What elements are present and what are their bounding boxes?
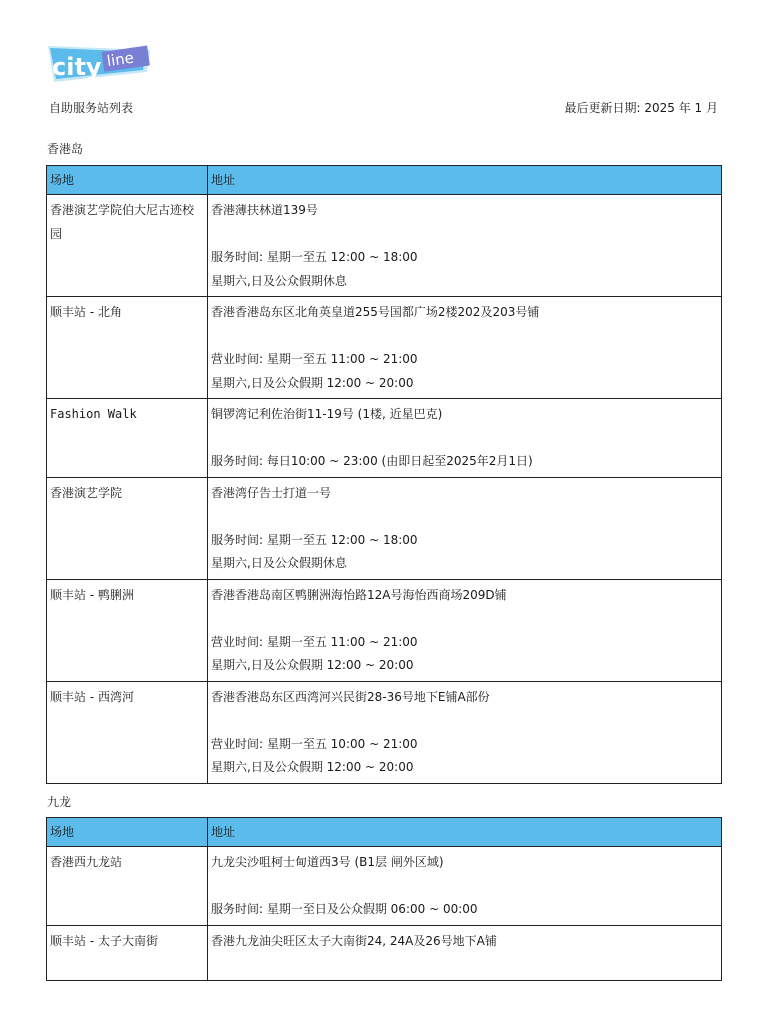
- table-header-row: [47, 818, 722, 847]
- column-header-address: 地址: [208, 166, 722, 195]
- hours-text: 星期六,日及公众假期 12:00 ~ 20:00: [211, 375, 414, 390]
- document-title: 自助服务站列表: [49, 101, 134, 115]
- venue-name: 顺丰站 - 太子大南街: [47, 925, 208, 980]
- hours-text: 服务时间: 星期一至五 12:00 ~ 18:00: [211, 250, 418, 264]
- venue-name: 顺丰站 - 西湾河: [47, 681, 208, 783]
- last-updated-date: 最后更新日期: 2025 年 1 月: [564, 101, 718, 115]
- table-row: [47, 477, 722, 579]
- venue-name: 香港演艺学院伯大尼古迹校园: [47, 195, 208, 297]
- logo-line-text: line: [105, 48, 135, 71]
- logo-city-text: city: [52, 53, 102, 81]
- venue-name: 顺丰站 - 鸭脷洲: [47, 579, 208, 681]
- address-text: 香港九龙油尖旺区太子大南街24, 24A及26号地下A铺: [211, 933, 497, 948]
- hours-text: 星期六,日及公众假期 12:00 ~ 20:00: [211, 658, 414, 672]
- column-header-address: 地址: [208, 818, 722, 847]
- hours-text: 服务时间: 星期一至日及公众假期 06:00 ~ 00:00: [211, 902, 478, 916]
- venue-name: 香港演艺学院: [47, 477, 208, 579]
- address-text: 香港湾仔告士打道一号: [211, 485, 332, 500]
- address-cell: [208, 925, 722, 980]
- venue-table-kowloon: [46, 817, 722, 981]
- venue-name: 香港西九龙站: [47, 847, 208, 926]
- hours-text: 星期六,日及公众假期 12:00 ~ 20:00: [211, 760, 414, 774]
- table-row: [47, 195, 722, 297]
- address-text: 九龙尖沙咀柯士甸道西3号 (B1层 闸外区域): [211, 855, 444, 869]
- hours-text: 服务时间: 每日10:00 ~ 23:00 (由即日起至2025年2月1日): [211, 454, 533, 468]
- column-header-venue: 场地: [47, 166, 208, 195]
- address-cell: [208, 399, 722, 478]
- venue-name: 顺丰站 - 北角: [47, 297, 208, 399]
- hours-text: 营业时间: 星期一至五 11:00 ~ 21:00: [211, 352, 418, 366]
- table-row: [47, 399, 722, 478]
- hours-text: 营业时间: 星期一至五 11:00 ~ 21:00: [211, 634, 418, 649]
- table-row: [47, 297, 722, 399]
- table-row: [47, 925, 722, 980]
- hours-text: 营业时间: 星期一至五 10:00 ~ 21:00: [211, 736, 418, 751]
- table-header-row: [47, 166, 722, 195]
- venue-table-hk-island: [46, 165, 722, 784]
- hours-text: 星期六,日及公众假期休息: [211, 556, 347, 570]
- address-cell: [208, 681, 722, 783]
- address-cell: [208, 195, 722, 297]
- address-cell: [208, 297, 722, 399]
- address-cell: [208, 477, 722, 579]
- table-row: [47, 579, 722, 681]
- section-title-kowloon: 九龙: [47, 795, 72, 809]
- address-text: 香港香港岛东区西湾河兴民街28-36号地下E铺A部份: [211, 689, 490, 704]
- address-text: 香港薄扶林道139号: [211, 203, 318, 217]
- address-text: 铜锣湾记利佐治街11-19号 (1楼, 近星巴克): [211, 407, 443, 421]
- column-header-venue: 场地: [47, 818, 208, 847]
- table-row: [47, 681, 722, 783]
- section-title-hk-island: 香港岛: [47, 142, 84, 156]
- address-cell: [208, 847, 722, 926]
- hours-text: 服务时间: 星期一至五 12:00 ~ 18:00: [211, 532, 418, 547]
- cityline-logo: [46, 42, 152, 86]
- address-text: 香港香港岛南区鸭脷洲海怡路12A号海怡西商场209D铺: [211, 587, 507, 602]
- venue-name: Fashion Walk: [47, 399, 208, 478]
- address-text: 香港香港岛东区北角英皇道255号国都广场2楼202及203号铺: [211, 305, 540, 319]
- address-cell: [208, 579, 722, 681]
- table-row: [47, 847, 722, 926]
- hours-text: 星期六,日及公众假期休息: [211, 273, 347, 288]
